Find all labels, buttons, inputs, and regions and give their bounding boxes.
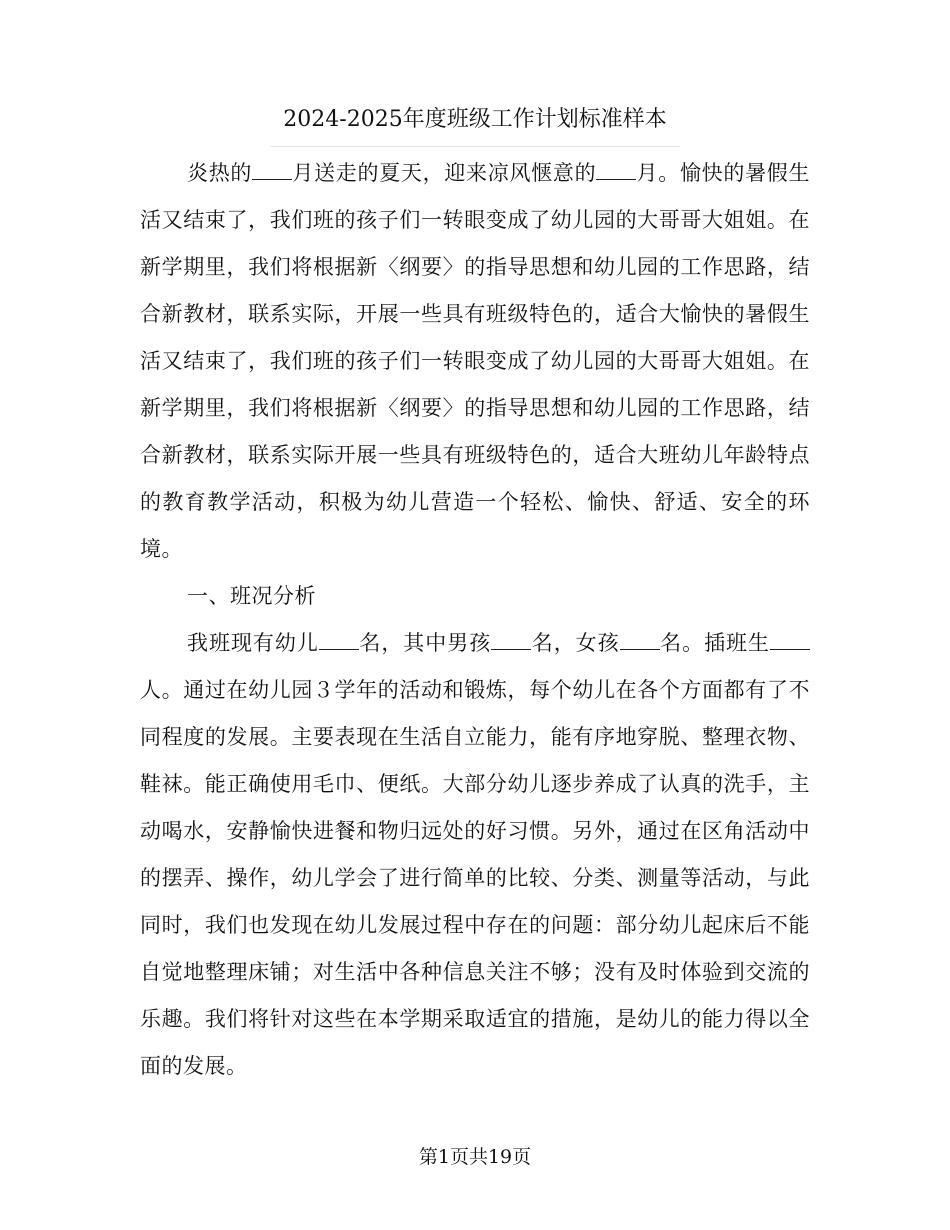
section-heading: 一、班况分析 (187, 584, 316, 608)
document-body (140, 150, 810, 1090)
analysis-text-3: 名，女孩 (531, 631, 620, 655)
fill-blank (491, 629, 531, 650)
intro-paragraph (140, 150, 810, 573)
analysis-text-5: 人。通过在幼儿园３学年的活动和锻炼，每个幼儿在各个方面都有了不同程度的发展。主要表现在生活自立能力，能有序地穿脱、整理衣物、鞋袜。能正确使用毛巾、便纸。大部分幼儿逐步养成了认真的洗手，主动喝水，安静愉快进餐和物归远处的好习惯。另外，通过在区角活动中的摆弄、操作，幼儿学会了进行简单的比较、分类、测量等活动，与此同时，我们也发现在幼儿发展过程中存在的问题：部分幼儿起床后不能自觉地整理床铺；对生活中各种信息关注不够；没有及时体验到交流的乐趣。我们将针对这些在本学期采取适宜的措施，是幼儿的能力得以全面的发展。 (140, 678, 810, 1078)
analysis-paragraph (140, 620, 810, 1090)
fill-blank (770, 629, 810, 650)
analysis-text-2: 名，其中男孩 (358, 631, 492, 655)
fill-blank (252, 159, 292, 180)
page-number-footer: 第1页共19页 (418, 1146, 532, 1168)
document-title: 2024-2025年度班级工作计划标准样本 (270, 100, 680, 147)
fill-blank (620, 629, 660, 650)
fill-blank (319, 629, 359, 650)
analysis-text-1: 我班现有幼儿 (187, 631, 319, 655)
intro-text-1: 炎热的 (187, 161, 253, 185)
intro-text-2: 月送走的夏天，迎来凉风惬意的 (292, 161, 597, 185)
intro-text-3: 月。愉快的暑假生活又结束了，我们班的孩子们一转眼变成了幼儿园的大哥哥大姐姐。在新学期里，我们将根据新〈纲要〉的指导思想和幼儿园的工作思路，结合新教材，联系实际，开展一些具有班级特色的，适合大愉快的暑假生活又结束了，我们班的孩子们一转眼变成了幼儿园的大哥哥大姐姐。在新学期里，我们将根据新〈纲要〉的指导思想和幼儿园的工作思路，结合新教材，联系实际开展一些具有班级特色的，适合大班幼儿年龄特点的教育教学活动，积极为幼儿营造一个轻松、愉快、舒适、安全的环境。 (140, 161, 811, 561)
fill-blank (596, 159, 636, 180)
analysis-text-4: 名。插班生 (659, 631, 771, 655)
